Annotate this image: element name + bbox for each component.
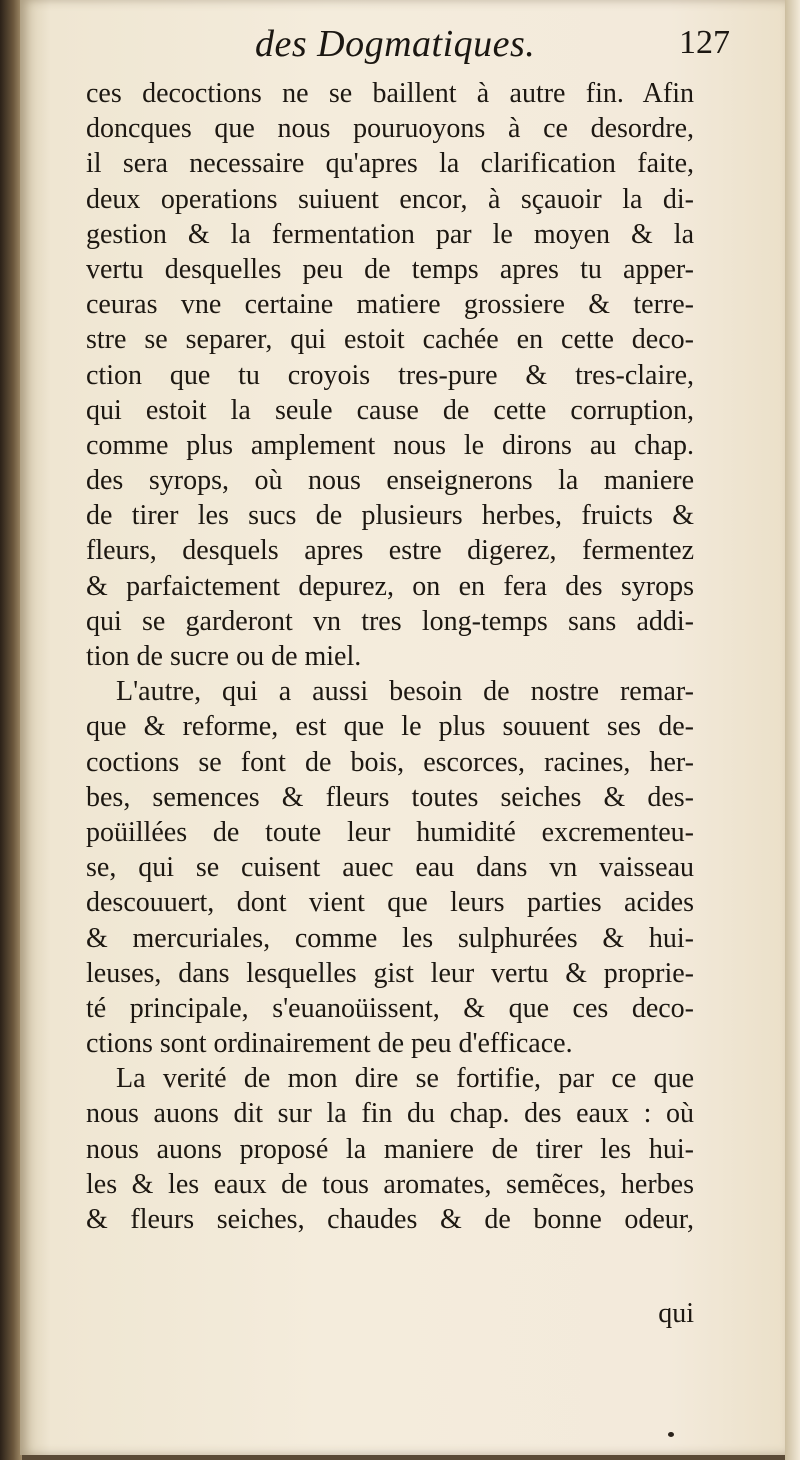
text-line: vertu desquelles peu de temps apres tu apper-	[86, 253, 694, 285]
text-line: nous auons dit sur la fin du chap. des eaux : où	[86, 1098, 694, 1130]
body-text	[86, 76, 694, 1237]
text-line: qui estoit la seule cause de cette corruption,	[86, 394, 694, 426]
text-line: bes, semences & fleurs toutes seiches & des-	[86, 781, 694, 813]
catchword: qui	[658, 1298, 694, 1329]
text-line: qui se garderont vn tres long-temps sans addi-	[86, 605, 694, 637]
running-head: des Dogmatiques.	[255, 23, 536, 65]
ink-speck	[668, 1432, 674, 1437]
text-line: poüillées de toute leur humidité excrementeu-	[86, 816, 694, 848]
text-line: stre se separer, qui estoit cachée en cette deco-	[86, 324, 694, 356]
text-line: doncques que nous pouruoyons à ce desordre,	[86, 113, 694, 145]
text-line: ceuras vne certaine matiere grossiere & terre-	[86, 289, 694, 321]
paragraph-start-line: La verité de mon dire se fortifie, par ce que	[116, 1063, 694, 1095]
text-line: fleurs, desquels apres estre digerez, fermentez	[86, 535, 694, 567]
text-line: té principale, s'euanoüissent, & que ces deco-	[86, 992, 694, 1024]
page-edge	[785, 0, 800, 1460]
page-header	[40, 18, 730, 74]
text-line: ction que tu croyois tres-pure & tres-claire,	[86, 359, 694, 391]
text-line: & mercuriales, comme les sulphurées & hui-	[86, 922, 694, 954]
text-line: & fleurs seiches, chaudes & de bonne odeur,	[86, 1204, 694, 1235]
text-line: gestion & la fermentation par le moyen & la	[86, 218, 694, 250]
text-line: que & reforme, est que le plus souuent ses de-	[86, 711, 694, 743]
text-line: comme plus amplement nous le dirons au chap.	[86, 429, 694, 461]
text-line: il sera necessaire qu'apres la clarification faite,	[86, 148, 694, 180]
page-number: 127	[679, 24, 730, 61]
text-line: de tirer les sucs de plusieurs herbes, fruicts &	[86, 500, 694, 532]
text-line: des syrops, où nous enseignerons la maniere	[86, 465, 694, 497]
text-line: les & les eaux de tous aromates, semẽces, herbes	[86, 1168, 694, 1200]
text-line: descouuert, dont vient que leurs parties acides	[86, 887, 694, 919]
paragraph-end-line: tion de sucre ou de miel.	[86, 641, 362, 672]
paragraph-start-line: L'autre, qui a aussi besoin de nostre remar-	[116, 676, 694, 708]
text-line: ces decoctions ne se baillent à autre fin. Afin	[86, 78, 694, 109]
text-line: deux operations suiuent encor, à sçauoir la di-	[86, 183, 694, 215]
text-line: leuses, dans lesquelles gist leur vertu & proprie-	[86, 957, 694, 989]
text-line: & parfaictement depurez, on en fera des syrops	[86, 570, 694, 602]
text-line: coctions se font de bois, escorces, racines, her-	[86, 746, 694, 778]
text-line: se, qui se cuisent auec eau dans vn vaisseau	[86, 852, 694, 884]
book-spine	[0, 0, 22, 1460]
paragraph-end-line: ctions sont ordinairement de peu d'efficace.	[86, 1028, 573, 1060]
text-line: nous auons proposé la maniere de tirer les hui-	[86, 1133, 694, 1165]
